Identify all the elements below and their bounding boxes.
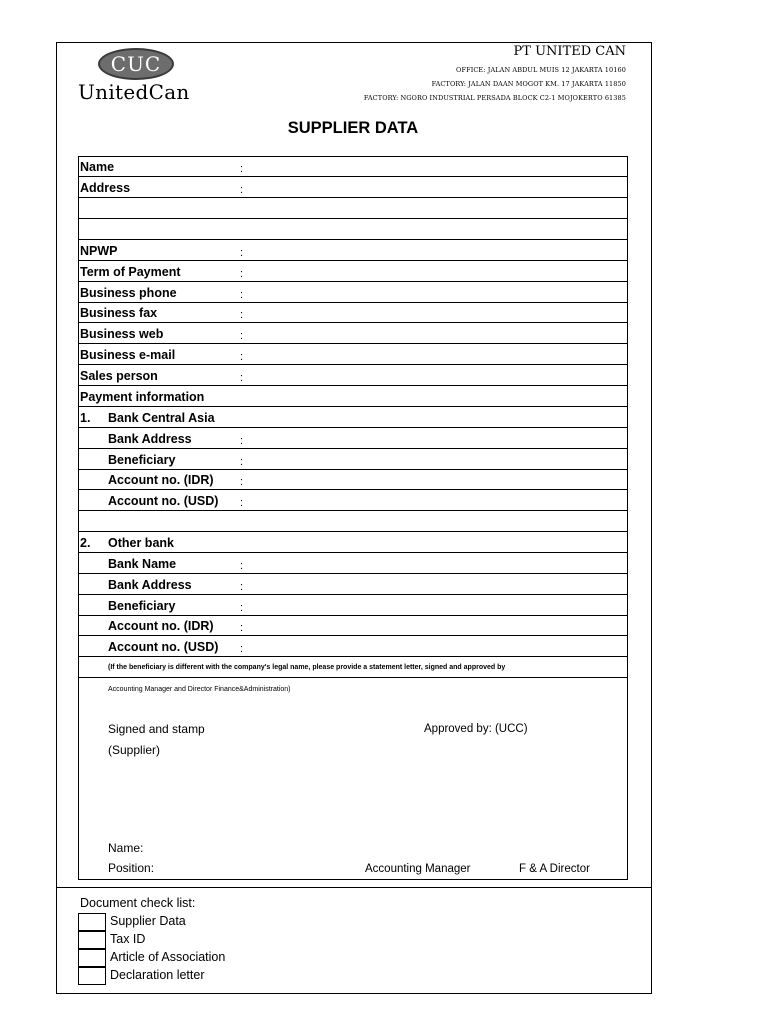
checklist-checkbox-supplier-data[interactable] [78, 913, 106, 931]
field-label: Bank Address [108, 432, 192, 446]
bank-name-label: Other bank [108, 536, 174, 550]
field-colon: : [240, 184, 244, 196]
office-address: OFFICE: JALAN ABDUL MUIS 12 JAKARTA 10160 [456, 66, 626, 74]
row-business-email[interactable] [79, 344, 627, 365]
field-label: Business phone [80, 286, 177, 300]
field-colon: : [240, 351, 244, 363]
bank-number: 1. [80, 411, 91, 425]
row-payment-information [79, 386, 627, 407]
field-colon: : [240, 163, 244, 175]
field-label: Account no. (USD) [108, 640, 219, 654]
row-bank1-account-usd[interactable] [79, 490, 627, 511]
field-label: Sales person [80, 369, 158, 383]
signer-position-label: Position: [108, 861, 155, 875]
supplier-label: (Supplier) [108, 743, 161, 757]
field-label: Business web [80, 327, 164, 341]
field-label: Beneficiary [108, 599, 176, 613]
field-colon: : [240, 289, 244, 301]
row-business-web[interactable] [79, 323, 627, 344]
field-label: Term of Payment [80, 265, 181, 279]
field-label: Bank Name [108, 557, 177, 571]
row-business-fax[interactable] [79, 303, 627, 323]
row-term-of-payment[interactable] [79, 261, 627, 282]
field-colon: : [240, 372, 244, 384]
beneficiary-note-line-1: (If the beneficiary is different with the company's legal name, please provide a statement letter, signed and approved by [108, 664, 506, 671]
field-colon: : [240, 309, 244, 321]
field-label: Beneficiary [108, 453, 176, 467]
logo-wordmark: UnitedCan [78, 80, 190, 104]
field-label: Account no. (IDR) [108, 473, 214, 487]
signed-and-stamp-label: Signed and stamp [108, 722, 205, 736]
row-bank1-address[interactable] [79, 428, 627, 449]
company-logo [98, 48, 174, 80]
row-bank2-address[interactable] [79, 574, 627, 595]
supplier-form [78, 156, 628, 880]
row-bank2-name[interactable] [79, 553, 627, 574]
row-bank2-header [79, 532, 627, 553]
checklist-item-article-of-association: Article of Association [110, 950, 226, 964]
beneficiary-note-line-2: Accounting Manager and Director Finance&Administration) [108, 686, 291, 693]
bank-name-label: Bank Central Asia [108, 411, 215, 425]
checklist-checkbox-tax-id[interactable] [78, 931, 106, 949]
checklist-item-supplier-data: Supplier Data [110, 914, 186, 928]
section-label: Payment information [80, 390, 205, 404]
row-spacer [79, 511, 627, 532]
field-label: Account no. (USD) [108, 494, 219, 508]
field-label: Business fax [80, 306, 158, 320]
checklist-title: Document check list: [80, 896, 196, 910]
accounting-manager-label: Accounting Manager [365, 863, 471, 875]
fa-director-label: F & A Director [519, 863, 590, 875]
row-address-line-3[interactable] [79, 219, 627, 240]
signer-name-label: Name: [108, 841, 144, 855]
field-colon: : [240, 476, 244, 488]
row-bank2-beneficiary[interactable] [79, 595, 627, 616]
field-label: Address [80, 181, 131, 195]
row-business-phone[interactable] [79, 282, 627, 303]
checklist-checkbox-article-of-association[interactable] [78, 949, 106, 967]
field-colon: : [240, 247, 244, 259]
bank-number: 2. [80, 536, 91, 550]
row-address[interactable] [79, 177, 627, 198]
field-colon: : [240, 330, 244, 342]
section-divider [56, 887, 652, 888]
approved-by-label: Approved by: (UCC) [424, 723, 528, 735]
document-title: SUPPLIER DATA [287, 119, 419, 137]
field-label: Business e-mail [80, 348, 176, 362]
field-label: Name [80, 160, 115, 174]
row-bank2-account-idr[interactable] [79, 616, 627, 636]
row-name[interactable] [79, 157, 627, 177]
logo-mark-text: CUC [110, 52, 162, 76]
field-label: Bank Address [108, 578, 192, 592]
checklist-item-tax-id: Tax ID [110, 932, 146, 946]
row-bank1-beneficiary[interactable] [79, 449, 627, 470]
checklist-checkbox-declaration-letter[interactable] [78, 967, 106, 985]
factory-address-1: FACTORY: JALAN DAAN MOGOT KM. 17 JAKARTA 11850 [431, 80, 626, 88]
field-colon: : [240, 622, 244, 634]
field-label: Account no. (IDR) [108, 619, 214, 633]
field-colon: : [240, 560, 244, 572]
row-sales-person[interactable] [79, 365, 627, 386]
field-colon: : [240, 435, 244, 447]
field-colon: : [240, 602, 244, 614]
company-name: PT UNITED CAN [513, 44, 626, 59]
row-bank1-account-idr[interactable] [79, 470, 627, 490]
row-note [79, 657, 627, 678]
field-colon: : [240, 581, 244, 593]
row-npwp[interactable] [79, 240, 627, 261]
row-bank1-header [79, 407, 627, 428]
field-colon: : [240, 497, 244, 509]
row-bank2-account-usd[interactable] [79, 636, 627, 657]
checklist-item-declaration-letter: Declaration letter [110, 968, 205, 982]
factory-address-2: FACTORY: NGORO INDUSTRIAL PERSADA BLOCK C2-1 MOJOKERTO 61385 [363, 94, 626, 102]
field-colon: : [240, 643, 244, 655]
field-colon: : [240, 456, 244, 468]
field-colon: : [240, 268, 244, 280]
row-address-line-2[interactable] [79, 198, 627, 219]
field-label: NPWP [80, 244, 118, 258]
